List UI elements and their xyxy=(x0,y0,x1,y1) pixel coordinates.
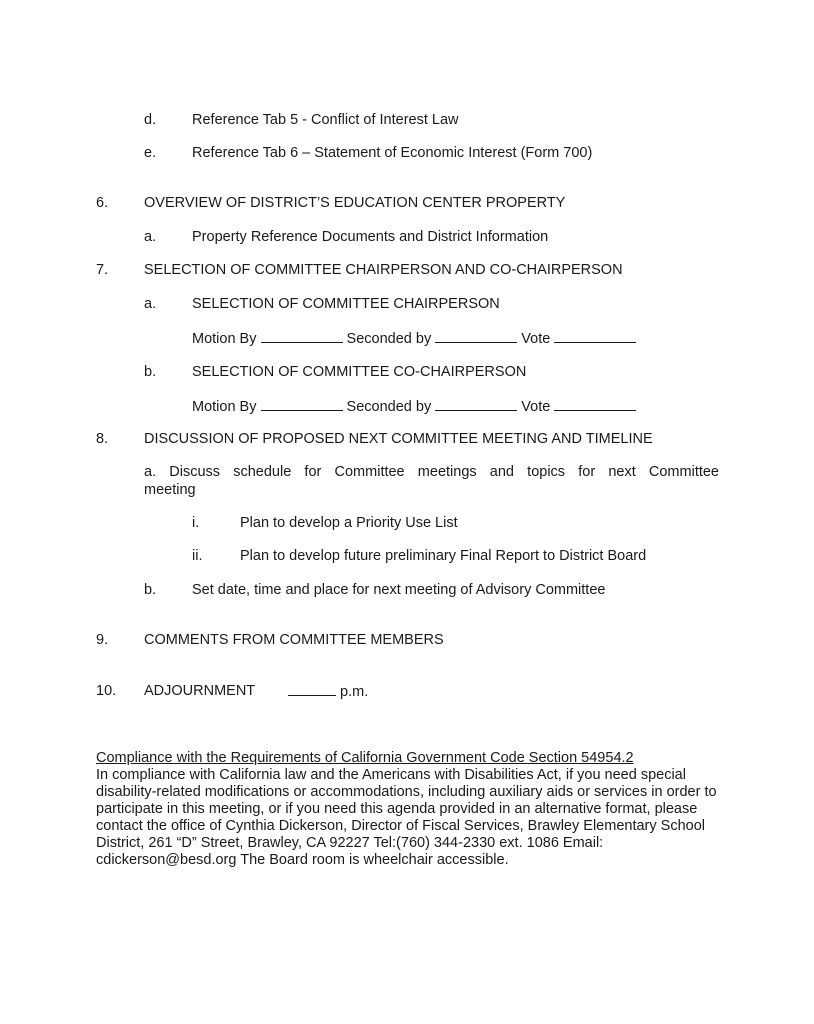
section-8a-line2: meeting xyxy=(144,482,196,498)
section-8a-text: Discuss schedule for Committee meetings and topics for next Committee xyxy=(169,464,720,480)
motion-by-label: Motion By xyxy=(192,399,257,415)
section-8b-marker: b. xyxy=(144,582,157,598)
motion-line-co-chairperson xyxy=(192,397,636,416)
item-d-text: Reference Tab 5 - Conflict of Interest Law xyxy=(192,112,459,128)
section-9-number: 9. xyxy=(96,632,109,648)
compliance-notice xyxy=(96,750,736,869)
vote-blank xyxy=(554,397,636,411)
compliance-body: In compliance with California law and the Americans with Disabilities Act, if you need special disability-related modifications or accommodations, including auxiliary aids or services in order to participate in this meeting, or if you need this agenda provided in an alternative format, please contact the office of Cynthia Dickerson, Director of Fiscal Services, Brawley Elementary School District, 261 “D” Street, Brawley, CA 92227 Tel:(760) 344-2330 ext. 1086 Email: cdickerson@besd.org The Board room is wheelchair accessible. xyxy=(96,767,717,868)
seconded-by-label: Seconded by xyxy=(346,399,432,415)
section-8-number: 8. xyxy=(96,431,109,447)
seconded-by-blank xyxy=(435,397,517,411)
section-7-number: 7. xyxy=(96,262,109,278)
section-6-number: 6. xyxy=(96,195,109,211)
adjournment-pm-label: p.m. xyxy=(340,684,369,700)
item-e-marker: e. xyxy=(144,145,157,161)
section-7a-text: SELECTION OF COMMITTEE CHAIRPERSON xyxy=(192,296,500,312)
vote-blank xyxy=(554,329,636,343)
motion-by-blank xyxy=(261,397,343,411)
seconded-by-blank xyxy=(435,329,517,343)
item-e-text: Reference Tab 6 – Statement of Economic Interest (Form 700) xyxy=(192,145,593,161)
section-7a-marker: a. xyxy=(144,296,157,312)
section-6-title: OVERVIEW OF DISTRICT’S EDUCATION CENTER PROPERTY xyxy=(144,195,566,211)
vote-label: Vote xyxy=(521,331,551,347)
motion-by-label: Motion By xyxy=(192,331,257,347)
section-8a-ii-marker: ii. xyxy=(192,548,203,564)
section-10-number: 10. xyxy=(96,683,117,699)
section-8-title: DISCUSSION OF PROPOSED NEXT COMMITTEE MEETING AND TIMELINE xyxy=(144,431,653,447)
motion-line-chairperson xyxy=(192,329,636,348)
section-6a-text: Property Reference Documents and District Information xyxy=(192,229,549,245)
section-8a-ii-text: Plan to develop future preliminary Final Report to District Board xyxy=(240,548,647,564)
section-8b-text: Set date, time and place for next meeting of Advisory Committee xyxy=(192,582,606,598)
section-6a-marker: a. xyxy=(144,229,157,245)
section-7-title: SELECTION OF COMMITTEE CHAIRPERSON AND CO-CHAIRPERSON xyxy=(144,262,623,278)
section-9-title: COMMENTS FROM COMMITTEE MEMBERS xyxy=(144,632,444,648)
section-8a-marker: a. xyxy=(144,464,157,480)
motion-by-blank xyxy=(261,329,343,343)
section-8a-i-marker: i. xyxy=(192,515,200,531)
section-7b-marker: b. xyxy=(144,364,157,380)
section-7b-text: SELECTION OF COMMITTEE CO-CHAIRPERSON xyxy=(192,364,527,380)
section-8a-line1 xyxy=(144,463,719,481)
adjournment-time-blank xyxy=(288,682,336,696)
compliance-heading: Compliance with the Requirements of California Government Code Section 54954.2 xyxy=(96,750,634,766)
item-d-marker: d. xyxy=(144,112,157,128)
section-8a-i-text: Plan to develop a Priority Use List xyxy=(240,515,458,531)
adjournment-time xyxy=(288,682,368,701)
seconded-by-label: Seconded by xyxy=(346,331,432,347)
section-10-title: ADJOURNMENT xyxy=(144,683,256,699)
vote-label: Vote xyxy=(521,399,551,415)
